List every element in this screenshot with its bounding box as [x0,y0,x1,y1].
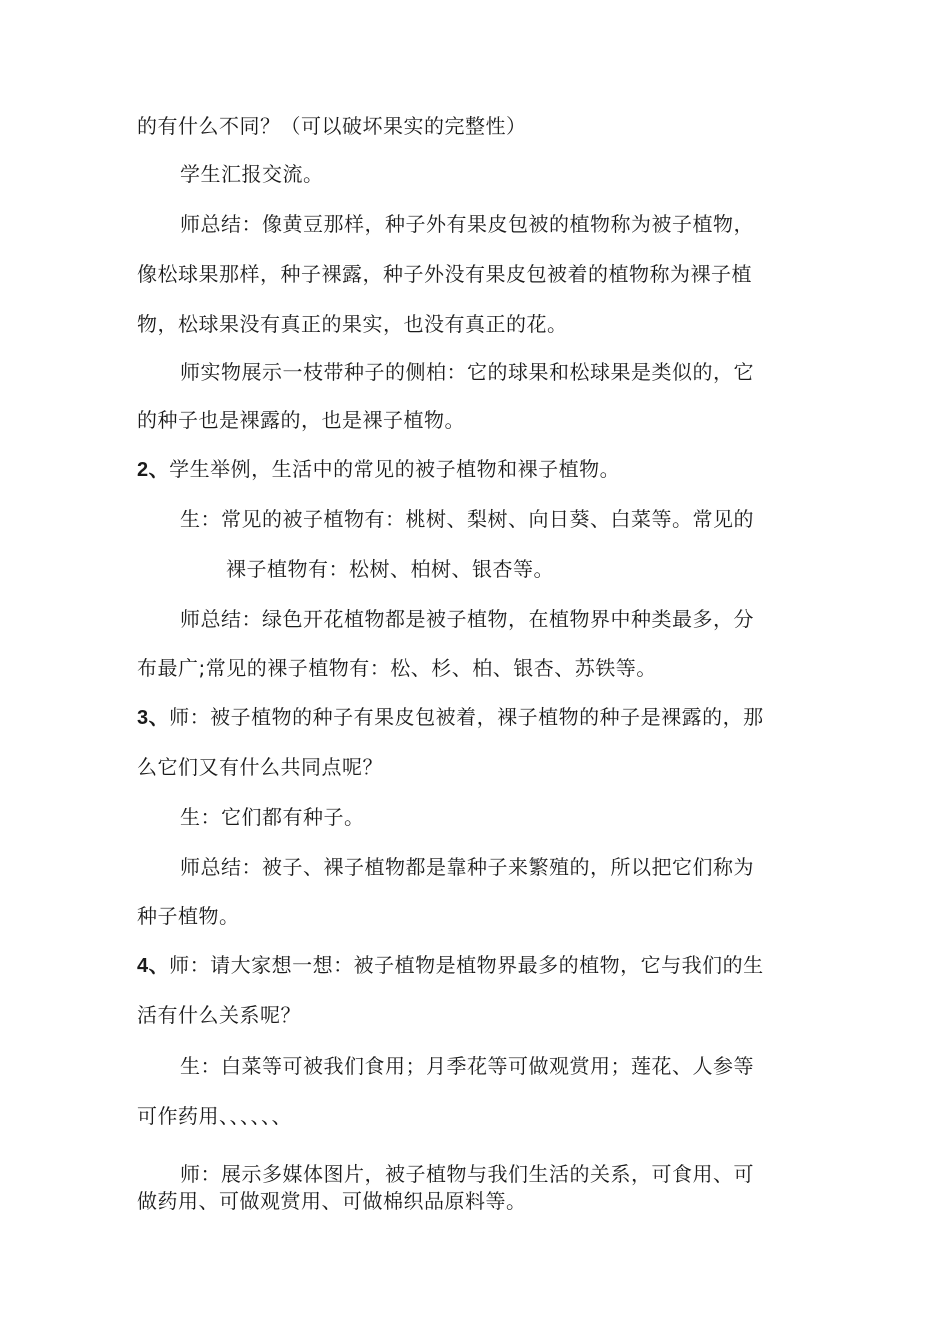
paragraph-line: 的有什么不同？（可以破坏果实的完整性） [137,114,527,138]
paragraph-line: 种子植物。 [137,904,240,928]
item-number: 4、 [137,955,170,977]
item-text: 师：被子植物的种子有果皮包被着，裸子植物的种子是裸露的，那 [169,705,764,729]
numbered-item-4 [137,951,764,980]
item-text: 学生举例，生活中的常见的被子植物和裸子植物。 [169,457,621,481]
paragraph-line: 师：展示多媒体图片，被子植物与我们生活的关系，可食用、可 [180,1162,754,1186]
paragraph-line: 学生汇报交流。 [180,162,324,186]
paragraph-line: 生：常见的被子植物有：桃树、梨树、向日葵、白菜等。常见的 [180,507,754,531]
paragraph-line: 师实物展示一枝带种子的侧柏：它的球果和松球果是类似的，它 [180,360,754,384]
numbered-item-3 [137,703,764,732]
paragraph-line: 像松球果那样，种子裸露，种子外没有果皮包被着的植物称为裸子植 [137,262,752,286]
paragraph-line: 可作药用、、、、、、 [137,1104,292,1128]
item-number: 3、 [137,707,170,729]
paragraph-line: 生：它们都有种子。 [180,805,365,829]
paragraph-line: 师总结：绿色开花植物都是被子植物，在植物界中种类最多，分 [180,607,754,631]
item-text: 师：请大家想一想：被子植物是植物界最多的植物，它与我们的生 [169,953,764,977]
paragraph-line: 生：白菜等可被我们食用；月季花等可做观赏用；莲花、人参等 [180,1054,754,1078]
numbered-item-2 [137,455,620,484]
paragraph-line: 的种子也是裸露的，也是裸子植物。 [137,408,465,432]
paragraph-line: 活有什么关系呢？ [137,1003,301,1027]
paragraph-line: 师总结：像黄豆那样，种子外有果皮包被的植物称为被子植物， [180,212,754,236]
paragraph-line: 裸子植物有：松树、柏树、银杏等。 [226,557,554,581]
paragraph-line: 布最广;常见的裸子植物有：松、杉、柏、银杏、苏铁等。 [137,656,657,680]
paragraph-line: 物，松球果没有真正的果实，也没有真正的花。 [137,312,568,336]
paragraph-line: 做药用、可做观赏用、可做棉织品原料等。 [137,1189,527,1213]
item-number: 2、 [137,459,170,481]
paragraph-line: 么它们又有什么共同点呢？ [137,755,383,779]
paragraph-line: 师总结：被子、裸子植物都是靠种子来繁殖的，所以把它们称为 [180,855,754,879]
